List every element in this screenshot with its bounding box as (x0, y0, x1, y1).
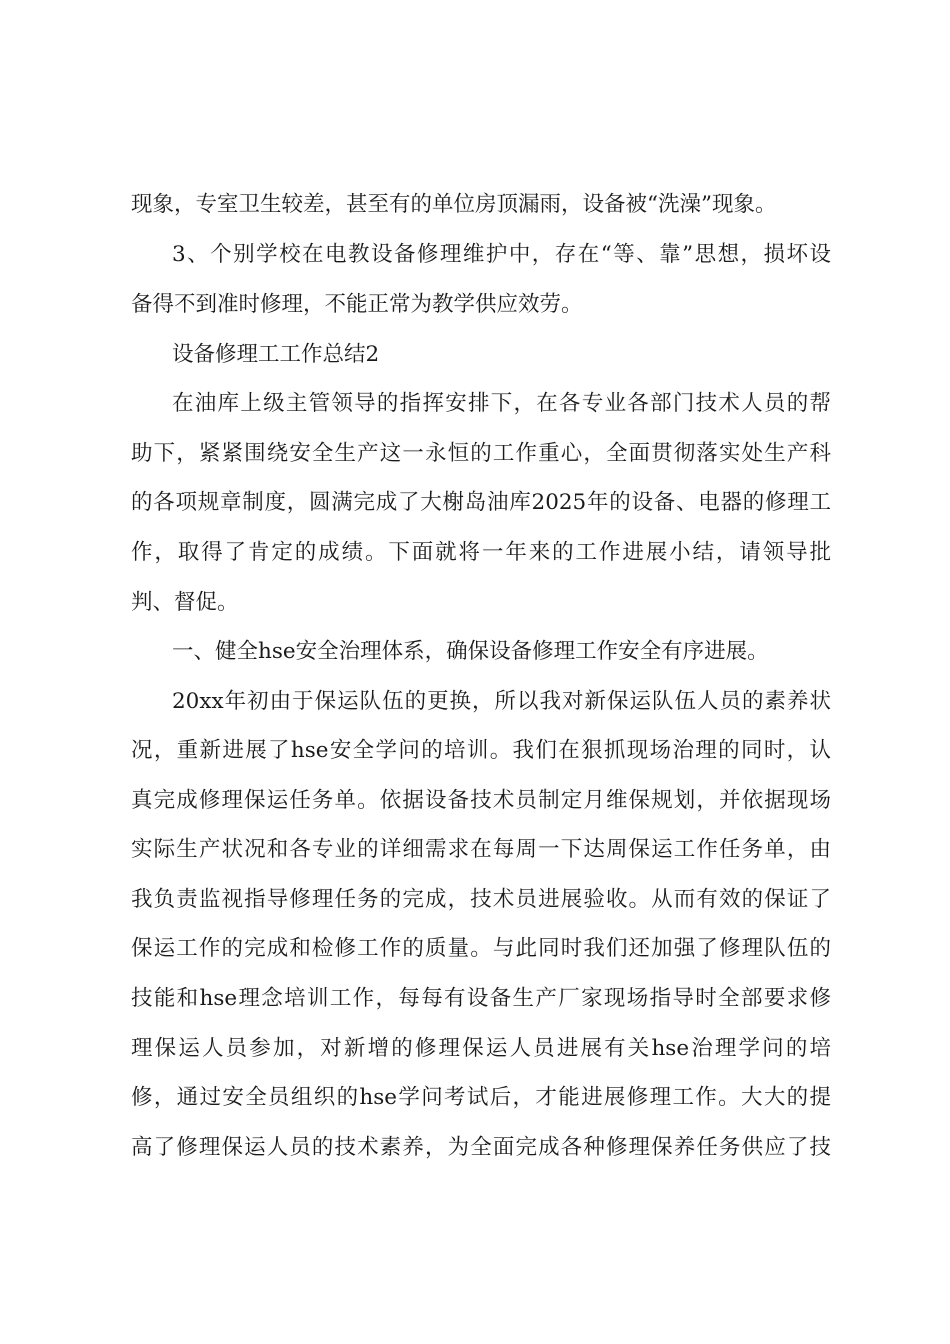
body-line: 作，取得了肯定的成绩。下面就将一年来的工作进展小结，请领导批 (131, 540, 831, 565)
body-line: 真完成修理保运任务单。依据设备技术员制定月维保规划，并依据现场 (131, 788, 831, 813)
body-line: 备得不到准时修理，不能正常为教学供应效劳。 (131, 292, 583, 317)
section-heading: 一、健全hse安全治理体系，确保设备修理工作安全有序进展。 (172, 639, 769, 664)
body-line: 高了修理保运人员的技术素养，为全面完成各种修理保养任务供应了技 (131, 1135, 831, 1160)
body-line: 保运工作的完成和检修工作的质量。与此同时我们还加强了修理队伍的 (131, 936, 831, 961)
body-line: 现象，专室卫生较差，甚至有的单位房顶漏雨，设备被“洗澡”现象。 (131, 192, 777, 217)
body-line: 判、督促。 (131, 590, 239, 615)
body-line: 实际生产状况和各专业的详细需求在每周一下达周保运工作任务单，由 (131, 837, 831, 862)
body-line: 3、个别学校在电教设备修理维护中，存在“等、靠”思想，损坏设 (172, 242, 831, 267)
body-line: 技能和hse理念培训工作，每每有设备生产厂家现场指导时全部要求修 (131, 986, 831, 1011)
section-heading: 设备修理工工作总结2 (172, 342, 380, 367)
body-line: 理保运人员参加，对新增的修理保运人员进展有关hse治理学问的培 (131, 1036, 831, 1061)
body-line: 修，通过安全员组织的hse学问考试后，才能进展修理工作。大大的提 (131, 1085, 831, 1110)
body-line: 我负责监视指导修理任务的完成，技术员进展验收。从而有效的保证了 (131, 887, 831, 912)
body-line: 在油库上级主管领导的指挥安排下，在各专业各部门技术人员的帮 (172, 391, 831, 416)
body-line: 况，重新进展了hse安全学问的培训。我们在狠抓现场治理的同时，认 (131, 738, 831, 763)
body-line: 助下，紧紧围绕安全生产这一永恒的工作重心，全面贯彻落实处生产科 (131, 441, 831, 466)
body-line: 20xx年初由于保运队伍的更换，所以我对新保运队伍人员的素养状 (172, 689, 831, 714)
body-line: 的各项规章制度，圆满完成了大榭岛油库2025年的设备、电器的修理工 (131, 490, 831, 515)
